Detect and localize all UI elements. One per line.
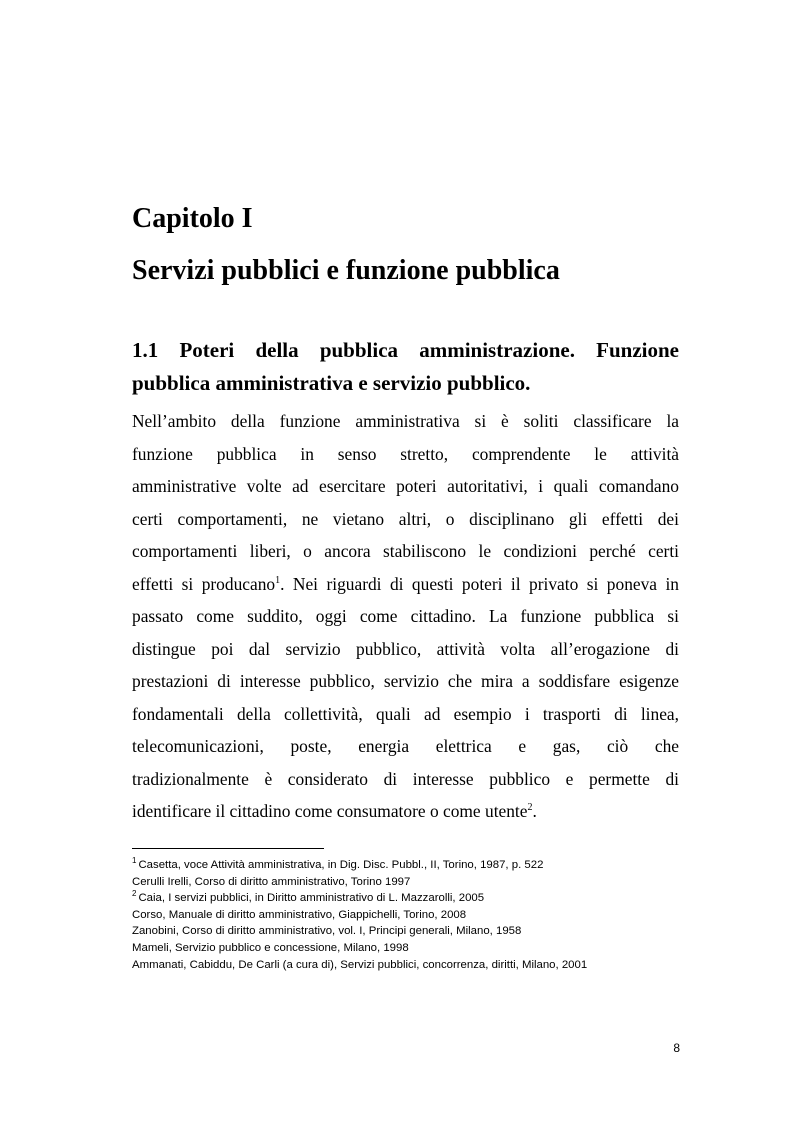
chapter-subtitle: Servizi pubblici e funzione pubblica [132, 255, 560, 286]
footnote-2-continued: Ammanati, Cabiddu, De Carli (a cura di), Servizi pubblici, concorrenza, diritti, Milano, 2001 [132, 958, 588, 971]
body-line: prestazioni di interesse pubblico, servizio che mira a soddisfare esigenze [132, 671, 679, 691]
footnote-ref-1[interactable]: 1 [275, 574, 281, 586]
body-line: certi comportamenti, ne vietano altri, o disciplinano gli effetti dei [132, 508, 679, 529]
footnote-2-continued: Zanobini, Corso di diritto amministrativo, vol. I, Principi generali, Milano, 1958 [132, 925, 522, 938]
page-number: 8 [673, 1041, 680, 1055]
body-line-text: identificare il cittadino come consumatore o come utente [132, 801, 528, 821]
body-line: tradizionalmente è considerato di interesse pubblico e permette di [132, 768, 679, 789]
footnote-2 [132, 890, 692, 907]
footnote-2-continued: Corso, Manuale di diritto amministrativo, Giappichelli, Torino, 2008 [132, 908, 467, 921]
body-line: passato come suddito, oggi come cittadino. La funzione pubblica si [132, 606, 679, 626]
section-heading: 1.1 Poteri della pubblica amministrazione. Funzione pubblica amministrativa e servizio pubblico. [132, 338, 679, 395]
chapter-title: Capitolo I [132, 203, 253, 234]
body-line [132, 795, 679, 828]
footnote-ref-2[interactable]: 2 [527, 802, 533, 813]
footnote-separator [132, 848, 324, 849]
body-line-text: effetti si producano [132, 573, 276, 594]
body-line-text: . [532, 801, 537, 821]
body-line: funzione pubblica in senso stretto, comprendente le attività [132, 443, 679, 464]
body-line: amministrative volte ad esercitare poteri autoritativi, i quali comandano [132, 476, 679, 496]
body-line: Nell’ambito della funzione amministrativa si è soliti classificare la [132, 411, 679, 431]
footnote-mark-1: 1 [132, 856, 137, 865]
body-line-text: . Nei riguardi di questi poteri il privato si poneva in [280, 573, 679, 594]
footnote-text: Caia, I servizi pubblici, in Diritto amministrativo di L. Mazzarolli, 2005 [138, 892, 485, 905]
footnote-1-continued: Cerulli Irelli, Corso di diritto amministrativo, Torino 1997 [132, 875, 411, 888]
body-paragraph [132, 405, 679, 828]
footnote-1 [132, 857, 692, 874]
body-line: telecomunicazioni, poste, energia elettrica e gas, ciò che [132, 736, 679, 756]
footnotes [132, 857, 692, 973]
body-line [132, 568, 679, 601]
footnote-2-continued: Mameli, Servizio pubblico e concessione, Milano, 1998 [132, 941, 409, 954]
body-line: fondamentali della collettività, quali ad esempio i trasporti di linea, [132, 703, 679, 724]
footnote-mark-2: 2 [132, 889, 137, 899]
body-line: distingue poi dal servizio pubblico, attività volta all’erogazione di [132, 638, 679, 659]
body-line: comportamenti liberi, o ancora stabiliscono le condizioni perché certi [132, 541, 679, 561]
footnote-text: Casetta, voce Attività amministrativa, in Dig. Disc. Pubbl., II, Torino, 1987, p. 522 [138, 859, 544, 871]
